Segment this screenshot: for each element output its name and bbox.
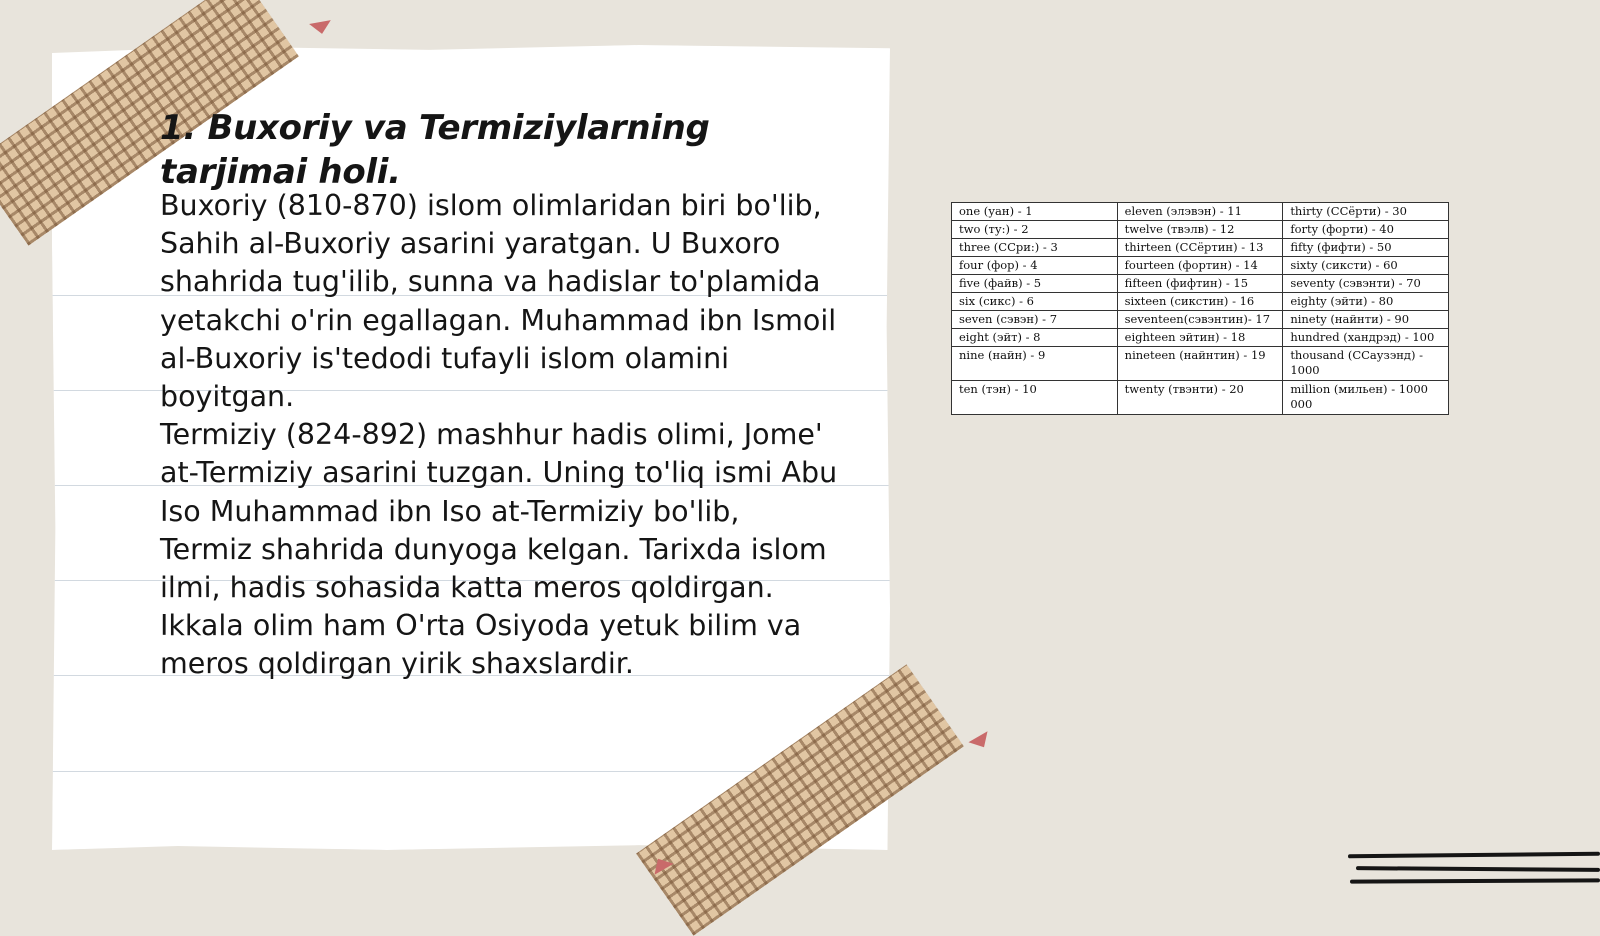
table-cell: sixty (сиксти) - 60 <box>1283 257 1449 275</box>
table-row <box>952 203 1449 221</box>
table-cell: three (ССри:) - 3 <box>952 239 1118 257</box>
table-row <box>952 347 1449 381</box>
table-cell: ninety (найнти) - 90 <box>1283 311 1449 329</box>
table-cell: four (фор) - 4 <box>952 257 1118 275</box>
table-cell: seventeen(сэвэнтин)- 17 <box>1117 311 1283 329</box>
pin-marker <box>309 20 333 36</box>
brush-stroke <box>1356 866 1600 872</box>
paragraph-termiziy: Termiziy (824-892) mashhur hadis olimi, Jome' at-Termiziy asarini tuzgan. Uning to'liq ismi Abu Iso Muhammad ibn Iso at-Termiziy bo'lib, Termiz shahrida dunyoga kelgan. Tarixda islom ilmi, hadis sohasida katta meros qoldirgan. Ikkala olim ham O'rta Osiyoda yetuk bilim va meros qoldirgan yirik shaxslardir. <box>160 418 838 681</box>
table-cell: five (файв) - 5 <box>952 275 1118 293</box>
table-cell: eighty (эйти) - 80 <box>1283 293 1449 311</box>
brush-stroke <box>1348 852 1600 859</box>
table-cell: forty (форти) - 40 <box>1283 221 1449 239</box>
table-cell: two (ту:) - 2 <box>952 221 1118 239</box>
table-row <box>952 381 1449 415</box>
table-cell: thirteen (ССёртин) - 13 <box>1117 239 1283 257</box>
table-cell: eleven (элэвэн) - 11 <box>1117 203 1283 221</box>
table-cell: twenty (твэнти) - 20 <box>1117 381 1283 415</box>
table-row <box>952 239 1449 257</box>
table-cell: fourteen (фортин) - 14 <box>1117 257 1283 275</box>
table-row <box>952 329 1449 347</box>
table-cell: twelve (твэлв) - 12 <box>1117 221 1283 239</box>
table-cell: hundred (хандрэд) - 100 <box>1283 329 1449 347</box>
table-cell: fifty (фифти) - 50 <box>1283 239 1449 257</box>
table-cell: thousand (ССаузэнд) - 1000 <box>1283 347 1449 381</box>
table-cell: eight (эйт) - 8 <box>952 329 1118 347</box>
table-cell: ten (тэн) - 10 <box>952 381 1118 415</box>
pin-marker <box>968 731 993 752</box>
table-row <box>952 275 1449 293</box>
table-cell: six (сикс) - 6 <box>952 293 1118 311</box>
slide-title: 1. Buxoriy va Termiziylarning tarjimai holi. <box>160 108 710 192</box>
decorative-strokes <box>1348 845 1600 895</box>
number-table <box>951 202 1449 415</box>
table-cell: seventy (сэвэнти) - 70 <box>1283 275 1449 293</box>
table-row <box>952 257 1449 275</box>
table-cell: nineteen (найнтин) - 19 <box>1117 347 1283 381</box>
brush-stroke <box>1350 878 1600 883</box>
paragraph-buxoriy: Buxoriy (810-870) islom olimlaridan biri bo'lib, Sahih al-Buxoriy asarini yaratgan. U Buxoro shahrida tug'ilib, sunna va hadislar to'plamida yetakchi o'rin egallagan. Muhammad ibn Ismoil al-Buxoriy is'tedodi tufayli islom olamini boyitgan. <box>160 189 837 414</box>
table-cell: sixteen (сикстин) - 16 <box>1117 293 1283 311</box>
table-row <box>952 311 1449 329</box>
body-text <box>160 187 840 684</box>
table-row <box>952 293 1449 311</box>
table-cell: seven (сэвэн) - 7 <box>952 311 1118 329</box>
table-cell: one (уан) - 1 <box>952 203 1118 221</box>
table-cell: million (мильен) - 1000 000 <box>1283 381 1449 415</box>
table-cell: eighteen эйтин) - 18 <box>1117 329 1283 347</box>
table-cell: nine (найн) - 9 <box>952 347 1118 381</box>
table-cell: fifteen (фифтин) - 15 <box>1117 275 1283 293</box>
table-cell: thirty (ССёрти) - 30 <box>1283 203 1449 221</box>
table-row <box>952 221 1449 239</box>
